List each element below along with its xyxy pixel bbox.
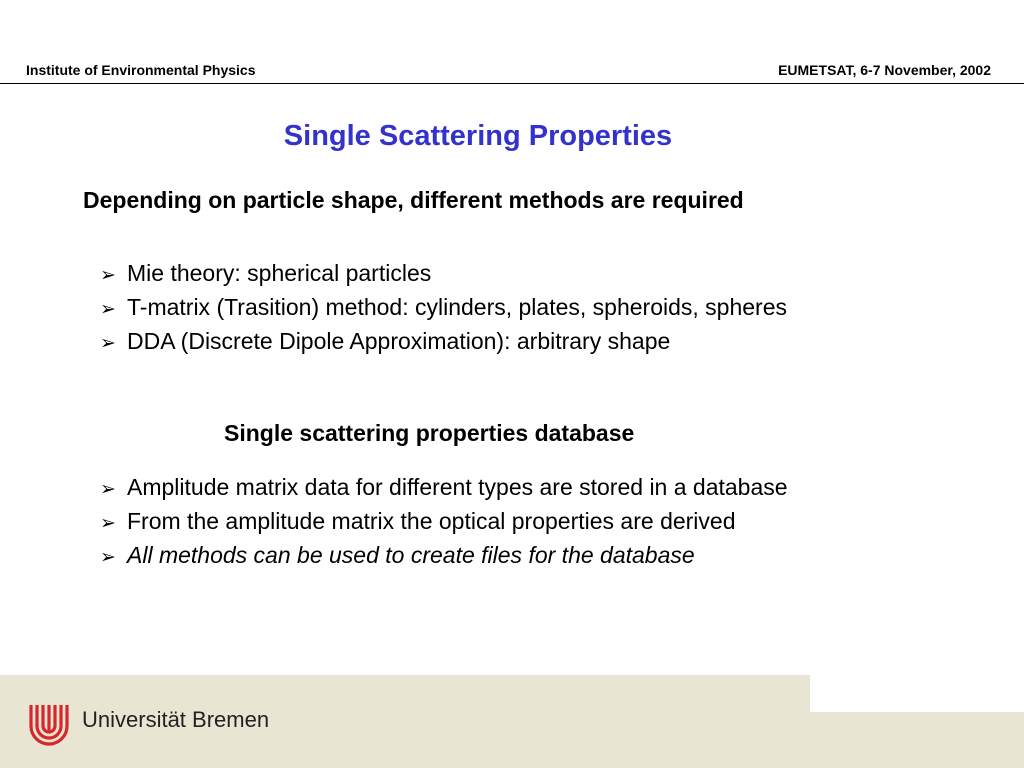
arrow-bullet-icon: ➢ [100, 479, 116, 500]
list-item: ➢ From the amplitude matrix the optical properties are derived [100, 504, 788, 538]
arrow-bullet-icon: ➢ [100, 299, 116, 320]
arrow-bullet-icon: ➢ [100, 547, 116, 568]
arrow-bullet-icon: ➢ [100, 265, 116, 286]
university-name: Universität Bremen [82, 707, 270, 732]
university-bremen-logo-icon [26, 701, 72, 747]
header-event: EUMETSAT, 6-7 November, 2002 [778, 62, 991, 78]
list-item: ➢ T-matrix (Trasition) method: cylinders, plates, spheroids, spheres [100, 290, 787, 324]
list-item: ➢ Mie theory: spherical particles [100, 256, 787, 290]
list-item: ➢ All methods can be used to create files for the database [100, 538, 788, 572]
header-institute: Institute of Environmental Physics [26, 62, 256, 78]
arrow-bullet-icon: ➢ [100, 513, 116, 534]
list-item: ➢ Amplitude matrix data for different types are stored in a database [100, 470, 788, 504]
methods-list [100, 256, 787, 358]
database-list [100, 470, 788, 572]
footer-band-right [810, 712, 1024, 768]
list-item: ➢ DDA (Discrete Dipole Approximation): arbitrary shape [100, 324, 787, 358]
database-heading: Single scattering properties database [224, 420, 635, 446]
header-divider [0, 83, 1024, 84]
slide-subtitle: Depending on particle shape, different methods are required [83, 187, 744, 213]
slide-title: Single Scattering Properties [283, 120, 673, 152]
arrow-bullet-icon: ➢ [100, 333, 116, 354]
